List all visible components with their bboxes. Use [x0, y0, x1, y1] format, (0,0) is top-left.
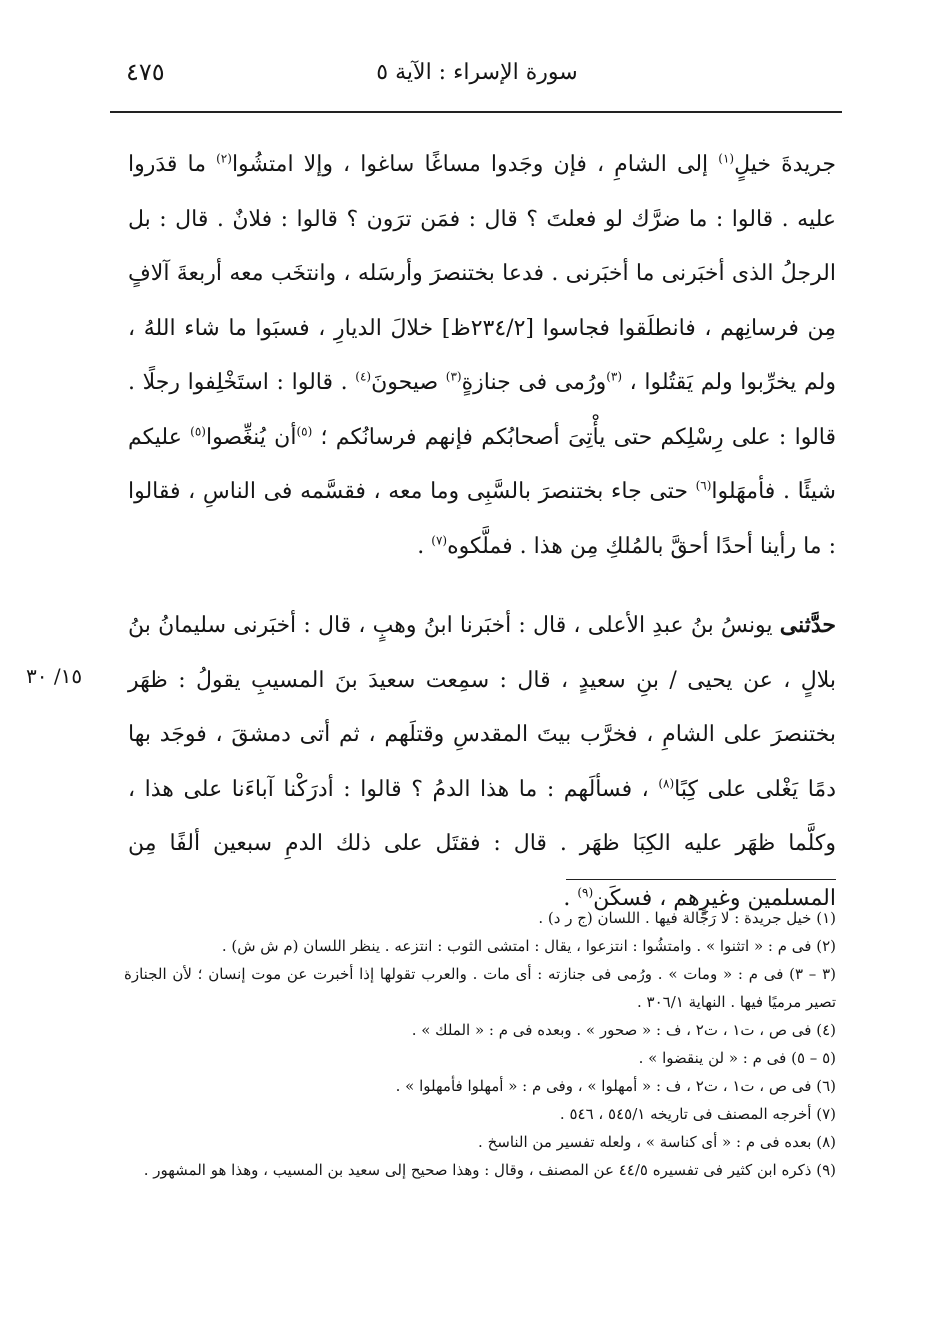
footnote-ref-8[interactable]: (٨): [658, 776, 675, 791]
footnote-ref-1[interactable]: (١): [718, 151, 735, 166]
paragraph-1: [128, 138, 836, 574]
text-segment: صيحونَ: [371, 370, 446, 395]
footnote-ref-6[interactable]: (٦): [695, 478, 712, 493]
text-segment: جريدةَ خيلٍ: [734, 152, 837, 177]
text-segment: ورُمى فى جنازةٍ: [461, 370, 607, 395]
footnote-3: (٣ – ٣) فى م : « ومات » . ورُمى فى جنازته : أى مات . والعرب تقولها إذا أخبرت عن موت إنسان ؛ لأن الجنازة تصير مرميًا فيها . النهاية ٣٠٦/١ .: [124, 965, 836, 1011]
footnote-separator: [566, 879, 836, 880]
text-segment: . قالوا : استَخْلِفوا رجلًا . قالوا : على رِسْلِكم حتى يأْتِىَ أصحابُكم فإنهم فرسانُكم ؛: [128, 370, 836, 450]
text-segment: .: [417, 533, 432, 559]
footnote-ref-4[interactable]: (٤): [355, 369, 372, 384]
page-number: ٤٧٥: [126, 58, 165, 86]
text-segment: حتى جاء بختنصرَ بالسَّبِى وما معه ، فقسَّمه فى الناسِ ، فقالوا : ما رأينا أحدًا أحقَّ بالمُلكِ مِن هذا . فملَّكوه: [128, 479, 836, 559]
footnote-ref-9[interactable]: (٩): [577, 885, 594, 900]
text-segment: أن يُنغِّصوا: [205, 424, 297, 450]
text-segment: إلى الشامِ ، فإن وجَدوا مساغًا ساغوا ، وإلا امتشُوا: [231, 152, 719, 177]
text-segment: ما قدَروا عليه . قالوا : ما ضرَّك لو فعلتَ ؟ قال : فمَن ترَون ؟ قالوا : فلانٌ . قال : بل الرجلُ الذى أخبَرنى ما أخبَرنى . فدعا بختنصرَ وأرسَله ، وانتخَب معه أربعةَ آلافٍ مِن فرسانِهم ، فانطلَقوا فجاسوا [٢٣٤/٢ظ] خلالَ الديارِ ، فسبَوا ما شاء اللهُ ، ولم يخرِّبوا ولم يَقتُلوا ،: [128, 152, 836, 395]
footnote-5: (٥ – ٥) فى م : « لن ينقضوا » .: [638, 1049, 836, 1067]
footnote-ref-2[interactable]: (٢): [216, 151, 232, 166]
footnote-9: (٩) ذكره ابن كثير فى تفسيره ٤٤/٥ عن المصنف ، وقال : وهذا صحيح إلى سعيد بن المسيب ، وهذا هو المشهور .: [143, 1161, 836, 1179]
footnote-ref-5-close[interactable]: (٥): [190, 424, 206, 439]
footnote-ref-3-open[interactable]: (٣): [606, 369, 623, 384]
footnote-ref-3-close[interactable]: (٣): [445, 369, 462, 384]
header-rule: [110, 111, 842, 113]
footnote-6: (٦) فى ص ، ت١ ، ت٢ ، ف : « أمهلوا » ، وفى م : « أمهلوا فأمهلوا » .: [395, 1077, 836, 1095]
footnote-ref-5-open[interactable]: (٥): [296, 424, 313, 439]
footnote-8: (٨) بعده فى م : « أى كناسة » ، ولعله تفسير من الناسخ .: [478, 1133, 836, 1151]
running-title: سورة الإسراء : الآية ٥: [376, 60, 578, 85]
footnote-2: (٢) فى م : « اتثنوا » . وامتشُوا : انتزعوا ، يقال : امتشى الثوب : انتزعه . ينظر اللسان (م ش ش) .: [221, 937, 836, 955]
text-segment: يونسُ بنُ عبدِ الأعلى ، قال : أخبَرنا ابنُ وهبٍ ، قال : أخبَرنى سليمانُ بنُ بلالٍ ، عن يحيى / بنِ سعيدٍ ، قال : سمِعت سعيدَ بنَ المسيبِ يقولُ : ظهَر بختنصرَ على الشامِ ، فخرَّب بيتَ المقدسِ وقتلَهم ، ثم أتى دمشقَ ، فوجَد بها دمًا يَغْلى على كِبًا: [128, 613, 836, 802]
paragraph-2: [128, 598, 836, 926]
text-segment: .: [563, 885, 578, 911]
footnote-1: (١) خيل جريدة : لا رَجَّالة فيها . اللسان (ج ر د) .: [538, 909, 836, 927]
footnote-ref-7[interactable]: (٧): [431, 533, 448, 548]
footnotes: [124, 904, 836, 1184]
text-segment: ، فسألَهم : ما هذا الدمُ ؟ قالوا : أدرَكْنا آباءَنا على هذا ، وكلَّما ظهَر عليه الكِبَا ظهَر . قال : فقتَل على ذلك الدمِ سبعين ألفًا مِن المسلمين وغيرِهم ، فسكَن: [128, 776, 836, 911]
margin-reference: ١٥/ ٣٠: [26, 664, 83, 688]
footnote-4: (٤) فى ص ، ت١ ، ت٢ ، ف : « صحور » . وبعده فى م : « الملك » .: [411, 1021, 836, 1039]
footnote-7: (٧) أخرجه المصنف فى تاريخه ٥٤٥/١ ، ٥٤٦ .: [559, 1105, 836, 1123]
main-text: [128, 138, 836, 926]
page-header: [118, 56, 836, 100]
text-segment: عليكم شيئًا . فأمهَلوا: [128, 424, 836, 504]
paragraph-lead-word: حدَّثنى: [779, 612, 836, 638]
